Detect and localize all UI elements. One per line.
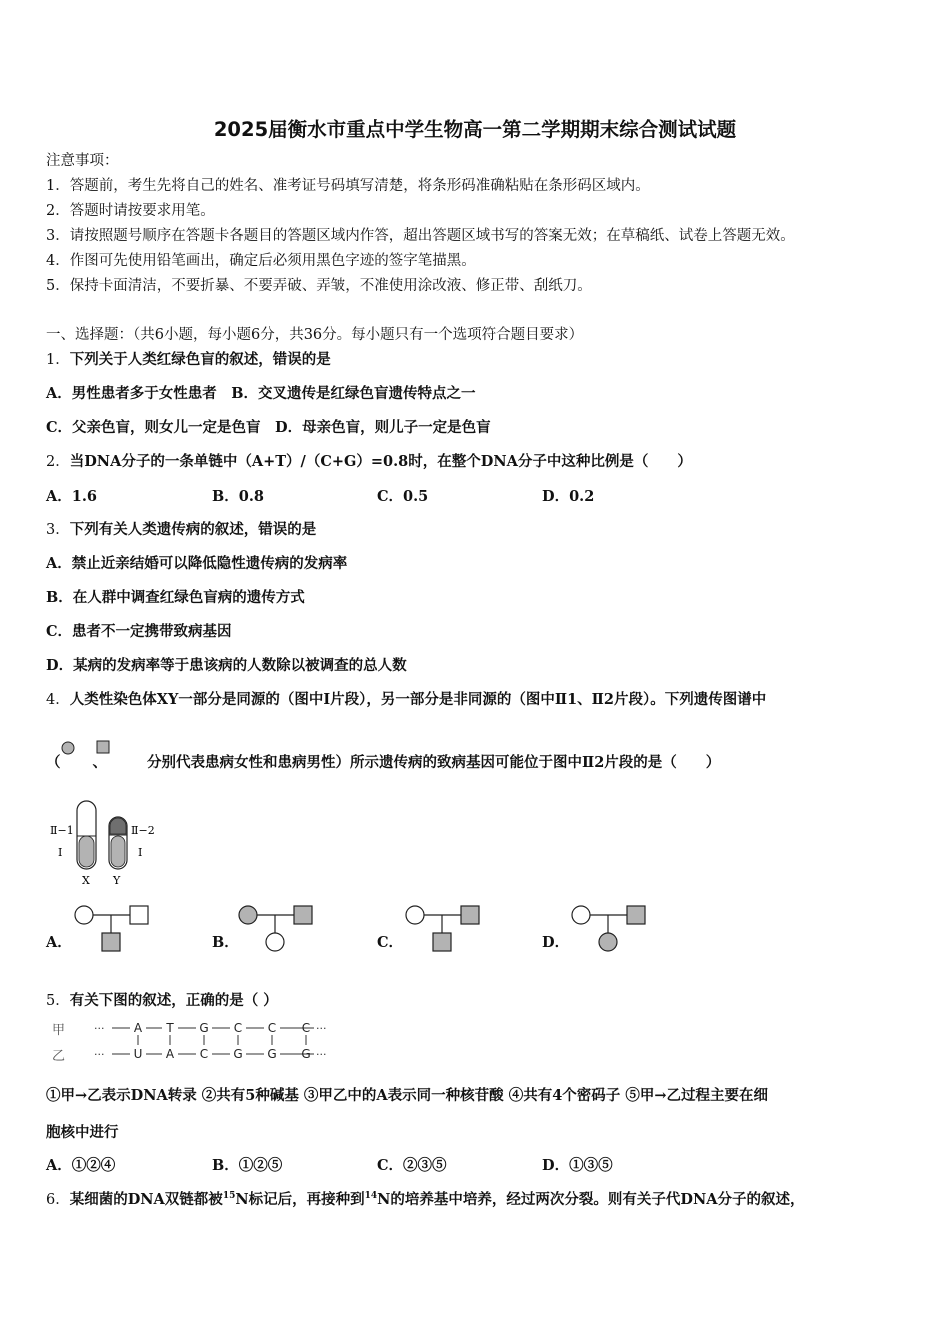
base-yi: U — [133, 1047, 143, 1061]
option-b: B．0.8 — [212, 488, 264, 505]
label-ii2: Ⅱ−2 — [131, 824, 155, 837]
option-b: B．在人群中调查红绿色盲病的遗传方式 — [46, 589, 305, 606]
son-affected — [433, 933, 451, 951]
affected-male-symbol — [97, 741, 109, 753]
base-yi: G — [267, 1047, 277, 1061]
option-d: D．某病的发病率等于患该病的人数除以被调查的总人数 — [46, 657, 407, 674]
row-label-yi: 乙 — [52, 1049, 66, 1064]
father-affected — [461, 906, 479, 924]
son-affected — [102, 933, 120, 951]
question-number: 2． — [46, 454, 70, 470]
q1-options-line1: A．男性患者多于女性患者 B．交叉遗传是红绿色盲遗传特点之一 — [46, 385, 476, 402]
mother-affected — [239, 906, 257, 924]
label-y: Y — [113, 874, 121, 887]
base-jia: G — [199, 1021, 209, 1035]
pedigree-d — [569, 903, 649, 955]
notice-item: 2．答题时请按要求用笔。 — [46, 203, 215, 219]
option-c: C． — [377, 934, 404, 951]
option-a: A．①②④ — [46, 1157, 116, 1174]
y-homologous-segment — [111, 836, 125, 867]
notice-item: 4．作图可先使用铅笔画出，确定后必须用黑色字迹的签字笔描黑。 — [46, 253, 476, 269]
question-number: 5． — [46, 993, 70, 1009]
base-yi: G — [301, 1047, 311, 1061]
question-text: 下列有关人类遗传病的叙述，错误的是 — [69, 521, 317, 538]
notice-item: 5．保持卡面清洁，不要折暴、不要弄破、弄皱，不准使用涂改液、修正带、刮纸刀。 — [46, 278, 592, 294]
mother — [406, 906, 424, 924]
question-number: 6． — [46, 1192, 70, 1208]
notice-heading: 注意事项： — [46, 153, 119, 169]
daughter — [266, 933, 284, 951]
option-a: A．1.6 — [46, 488, 97, 505]
q1-options-line2: C．父亲色盲，则女儿一定是色盲 D．母亲色盲，则儿子一定是色盲 — [46, 419, 491, 436]
svg-text:···: ··· — [316, 1022, 327, 1035]
option-d: D．①③⑤ — [542, 1157, 613, 1174]
xy-chromosome-diagram — [46, 796, 176, 890]
section-heading: 一、选择题：（共6小题，每小题6分，共36分。每小题只有一个选项符合题目要求） — [46, 327, 584, 343]
q5-statements: ①甲→乙表示DNA转录 ②共有5种碱基 ③甲乙中的A表示同一种核苷酸 ④共有4个密码子 ⑤甲→乙过程主要在细 — [46, 1087, 768, 1104]
base-yi: C — [199, 1047, 209, 1061]
notice-item: 3．请按照题号顺序在答题卡各题目的答题区域内作答，超出答题区域书写的答案无效；在草稿纸、试卷上答题无效。 — [46, 228, 795, 244]
question-1 — [46, 350, 331, 370]
label-x: X — [82, 874, 90, 887]
option-c: C．②③⑤ — [377, 1157, 447, 1174]
x-homologous-segment — [79, 836, 94, 867]
option-c: C．患者不一定携带致病基因 — [46, 623, 232, 640]
question-4 — [46, 690, 766, 710]
notice-item: 1．答题前，考生先将自己的姓名、准考证号码填写清楚，将条形码准确粘贴在条形码区域内。 — [46, 178, 650, 194]
option-b: B． — [212, 934, 239, 951]
base-jia: C — [267, 1021, 277, 1035]
svg-text:···: ··· — [316, 1048, 327, 1061]
question-number: 1． — [46, 352, 70, 368]
label-i-left: Ⅰ — [58, 846, 63, 859]
base-jia: A — [133, 1021, 143, 1035]
question-text: 下列关于人类红绿色盲的叙述，错误的是 — [69, 351, 331, 368]
option-c: C．0.5 — [377, 488, 429, 505]
q4-legend-line: （ 、 分别代表患病女性和患病男性）所示遗传病的致病基因可能位于图中Ⅱ2片段的是（ ） — [46, 754, 721, 771]
y-nonhomologous-segment — [110, 818, 126, 834]
mother — [572, 906, 590, 924]
question-number: 3． — [46, 522, 70, 538]
option-a: A．禁止近亲结婚可以降低隐性遗传病的发病率 — [46, 555, 348, 572]
pedigree-b — [236, 903, 316, 955]
base-yi: G — [233, 1047, 243, 1061]
question-text: 有关下图的叙述，正确的是（ ） — [69, 992, 278, 1009]
svg-text:···: ··· — [94, 1022, 105, 1035]
mother — [75, 906, 93, 924]
pedigree-a — [72, 903, 152, 955]
label-ii1: Ⅱ−1 — [50, 824, 74, 837]
label-i-right: Ⅰ — [138, 846, 143, 859]
page-title: 2025届衡水市重点中学生物高一第二学期期末综合测试试题 — [213, 118, 737, 141]
base-pair-bonds — [138, 1035, 306, 1045]
base-jia: T — [166, 1021, 174, 1035]
row-label-jia: 甲 — [52, 1023, 66, 1038]
question-6: 6．某细菌的DNA双链都被$^{15}$N标记后，再接种到$^{14}$N的培养基中培养，经过两次分裂。则有关子代DNA分子的叙述， — [46, 1191, 805, 1208]
father — [130, 906, 148, 924]
dna-rna-diagram — [46, 1018, 356, 1066]
question-2: 2．当DNA分子的一条单链中（A+T）/（C+G）=0.8时，在整个DNA分子中这种比例是（ ） — [46, 453, 692, 470]
father-affected — [294, 906, 312, 924]
daughter-affected — [599, 933, 617, 951]
svg-text:···: ··· — [94, 1048, 105, 1061]
father-affected — [627, 906, 645, 924]
base-jia: C — [233, 1021, 243, 1035]
option-d: D．0.2 — [542, 488, 595, 505]
question-text: 人类性染色体XY一部分是同源的（图中Ⅰ片段），另一部分是非同源的（图中Ⅱ1、Ⅱ2片段）。下列遗传图谱中 — [69, 691, 767, 708]
base-jia: C — [301, 1021, 311, 1035]
question-3 — [46, 520, 316, 540]
pedigree-c — [403, 903, 483, 955]
option-b: B．①②⑤ — [212, 1157, 283, 1174]
question-5 — [46, 991, 278, 1011]
option-d: D． — [542, 934, 570, 951]
base-yi: A — [165, 1047, 175, 1061]
question-number: 4． — [46, 692, 70, 708]
option-a: A． — [46, 934, 72, 951]
q5-statements-cont: 胞核中进行 — [46, 1124, 119, 1141]
